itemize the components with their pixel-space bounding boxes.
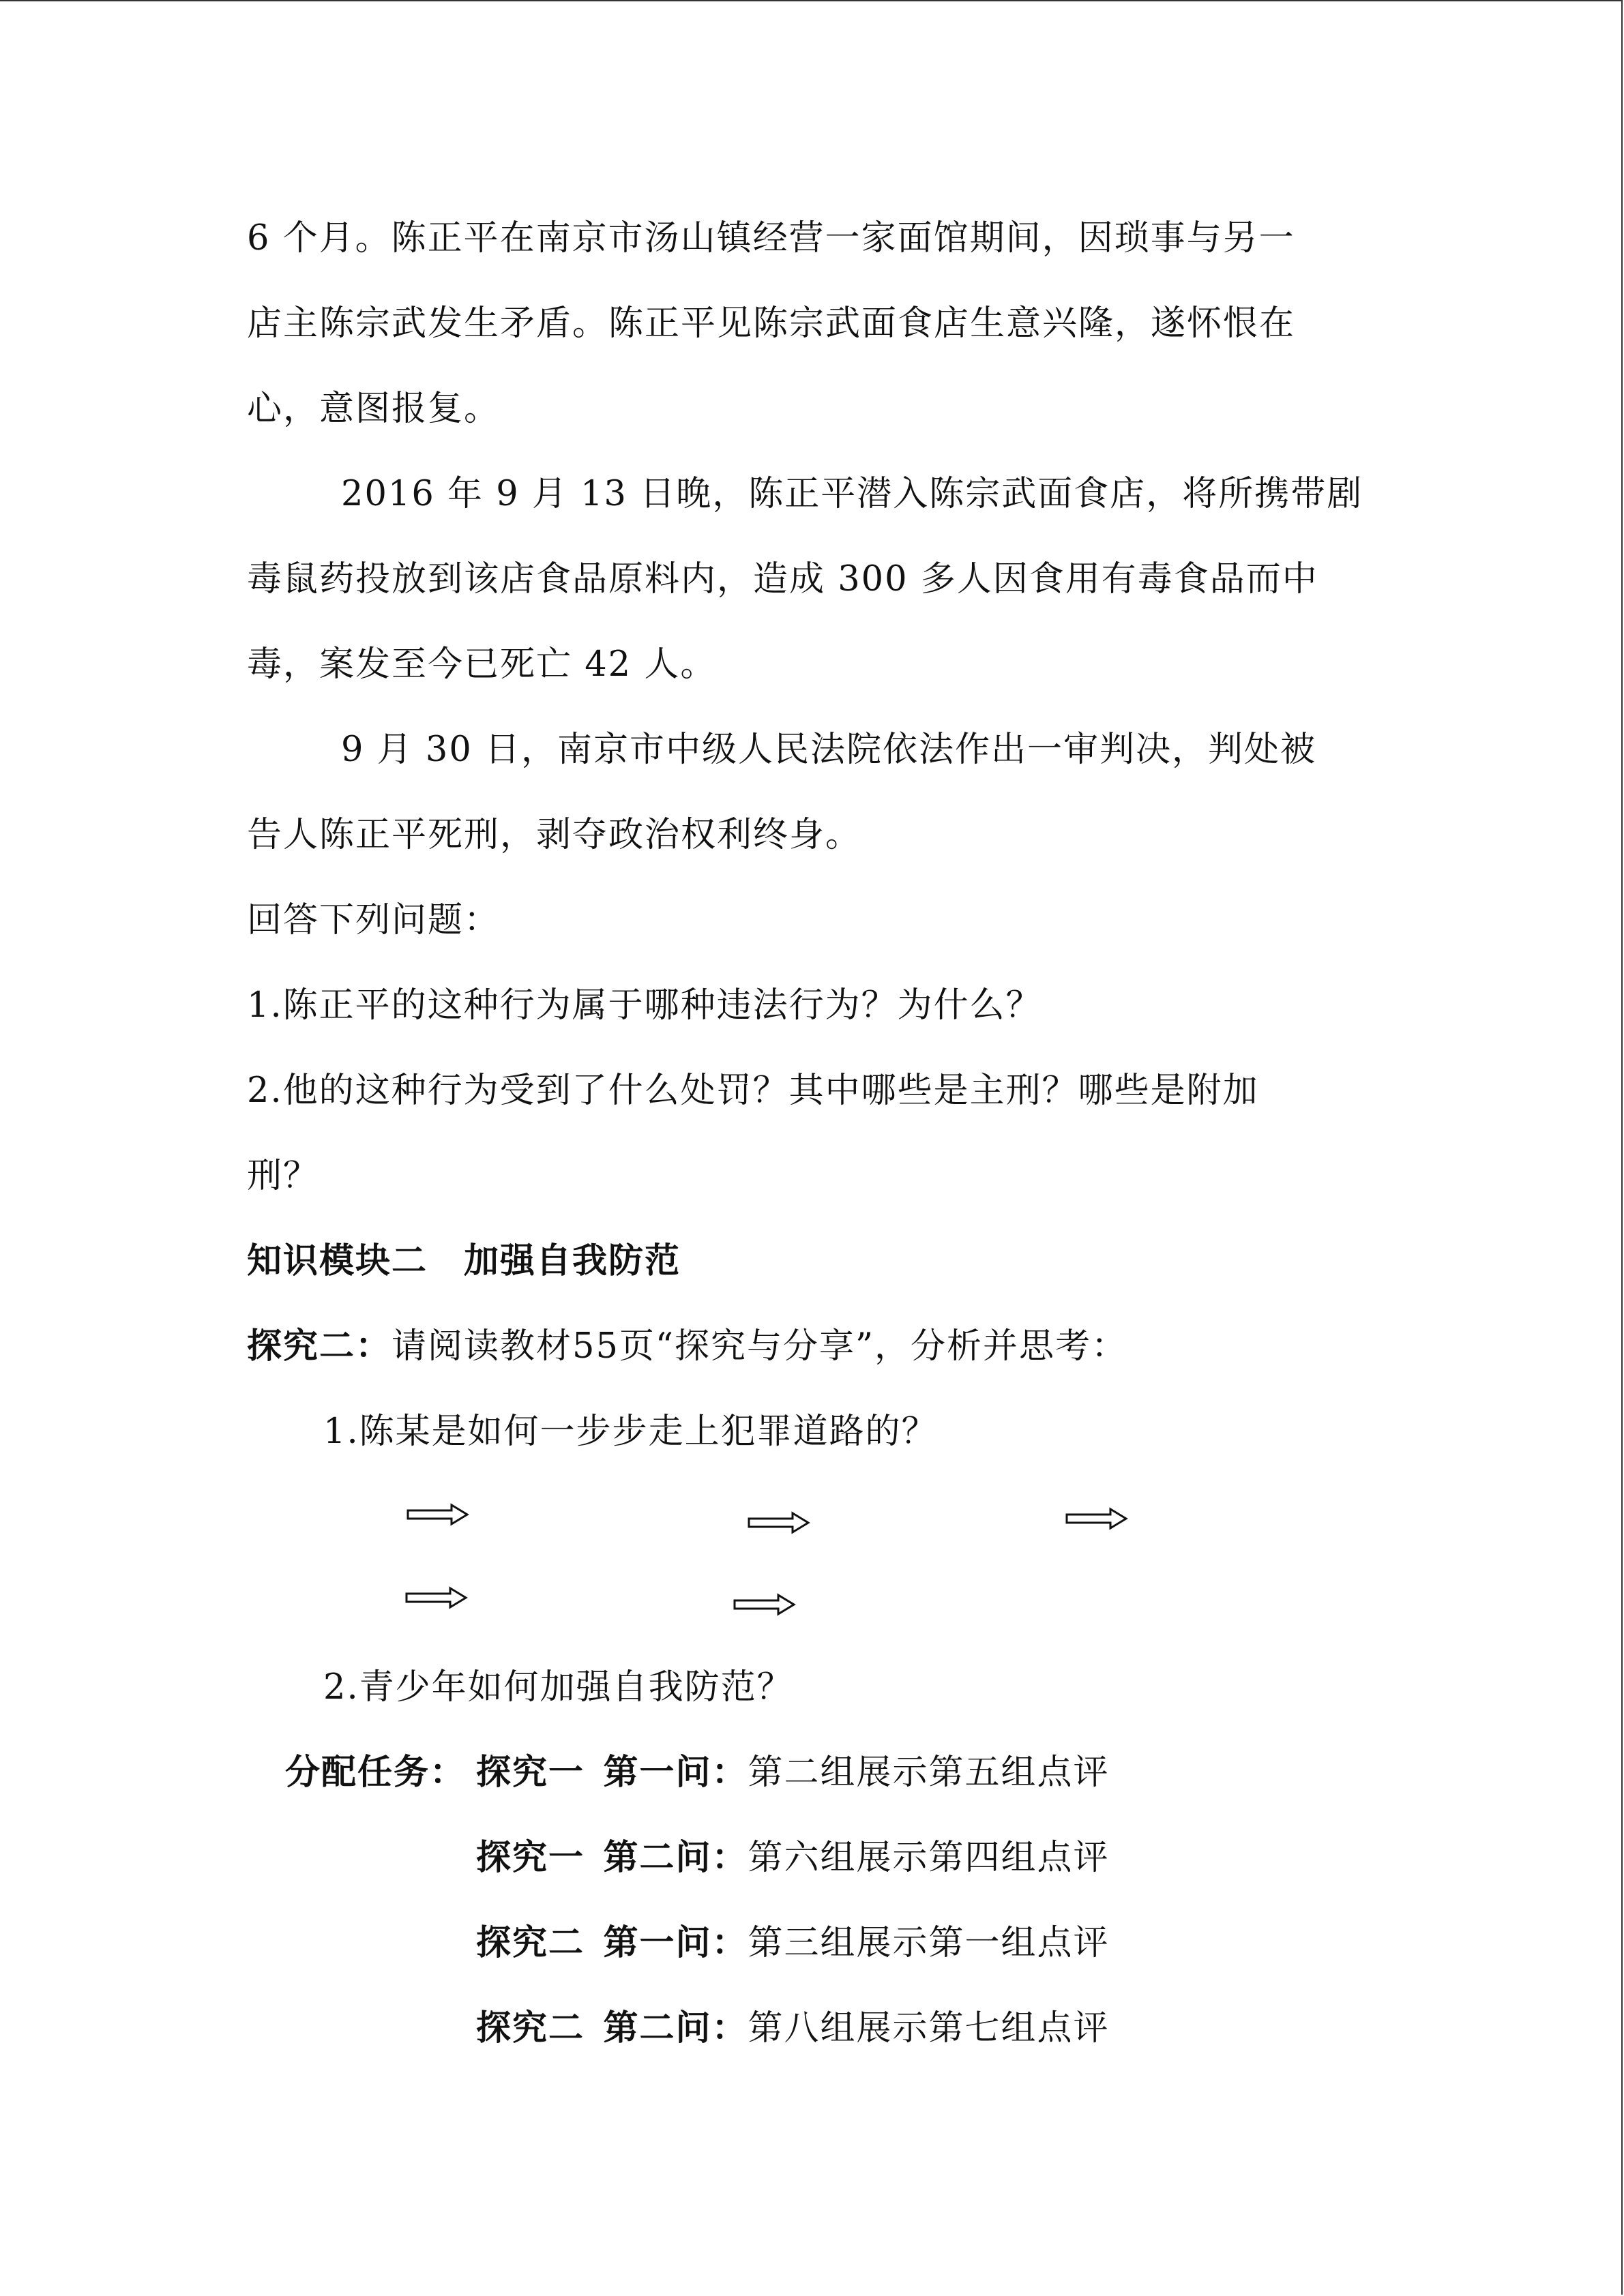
paragraph-line: 9 月 30 日，南京市中级人民法院依法作出一审判决，判处被 [341, 730, 1316, 770]
question-2-continued: 刑？ [247, 1156, 320, 1196]
task-explore: 探究一 [476, 1838, 585, 1878]
task-question: 第二问： [603, 2008, 748, 2048]
task-explore: 探究二 [476, 2008, 585, 2048]
question-2: 2.他的这种行为受到了什么处罚？其中哪些是主刑？哪些是附加 [247, 1071, 1259, 1111]
paragraph-line: 告人陈正平死刑，剥夺政治权利终身。 [247, 815, 862, 855]
explore-two-text: 请阅读教材55页“探究与分享”，分析并思考： [392, 1326, 1128, 1367]
task-assignment: 第六组展示第四组点评 [748, 1838, 1110, 1878]
right-arrow-icon [1065, 1507, 1128, 1530]
paragraph-line: 毒鼠药投放到该店食品原料内，造成 300 多人因食用有毒食品而中 [247, 559, 1318, 599]
paragraph-line: 心，意图报复。 [247, 389, 501, 429]
task-assignment: 第八组展示第七组点评 [748, 2008, 1110, 2048]
tasks-label: 分配任务： [285, 1753, 467, 1793]
task-assignment: 第二组展示第五组点评 [748, 1753, 1110, 1793]
explore-two-line [247, 1325, 1127, 1369]
explore-two-label: 探究二： [247, 1326, 392, 1367]
paragraph-line: 2016 年 9 月 13 日晚，陈正平潜入陈宗武面食店，将所携带剧 [341, 474, 1363, 514]
task-question: 第一问： [603, 1923, 748, 1963]
right-arrow-icon [733, 1593, 796, 1616]
task-row [476, 2007, 1110, 2051]
task-question: 第二问： [603, 1838, 748, 1878]
task-explore: 探究一 [476, 1753, 585, 1793]
right-arrow-icon [407, 1503, 469, 1526]
task-explore: 探究二 [476, 1923, 585, 1963]
task-row [476, 1836, 1110, 1880]
paragraph-line: 毒，案发至今已死亡 42 人。 [247, 644, 717, 685]
task-assignment: 第三组展示第一组点评 [748, 1923, 1110, 1963]
right-arrow-icon [405, 1586, 468, 1609]
task-question: 第一问： [603, 1753, 748, 1793]
task-row [476, 1751, 1110, 1795]
sub-question-2: 2.青少年如何加强自我防范？ [323, 1667, 793, 1708]
question-1: 1.陈正平的这种行为属于哪种违法行为？为什么？ [247, 985, 1042, 1026]
paragraph-line: 6 个月。陈正平在南京市汤山镇经营一家面馆期间，因琐事与另一 [247, 218, 1295, 258]
questions-intro: 回答下列问题： [247, 900, 501, 940]
task-row [476, 1922, 1110, 1965]
sub-question-1: 1.陈某是如何一步步走上犯罪道路的？ [323, 1412, 938, 1452]
paragraph-line: 店主陈宗武发生矛盾。陈正平见陈宗武面食店生意兴隆，遂怀恨在 [247, 303, 1296, 344]
section-heading: 知识模块二 加强自我防范 [247, 1241, 681, 1281]
right-arrow-icon [748, 1511, 810, 1534]
